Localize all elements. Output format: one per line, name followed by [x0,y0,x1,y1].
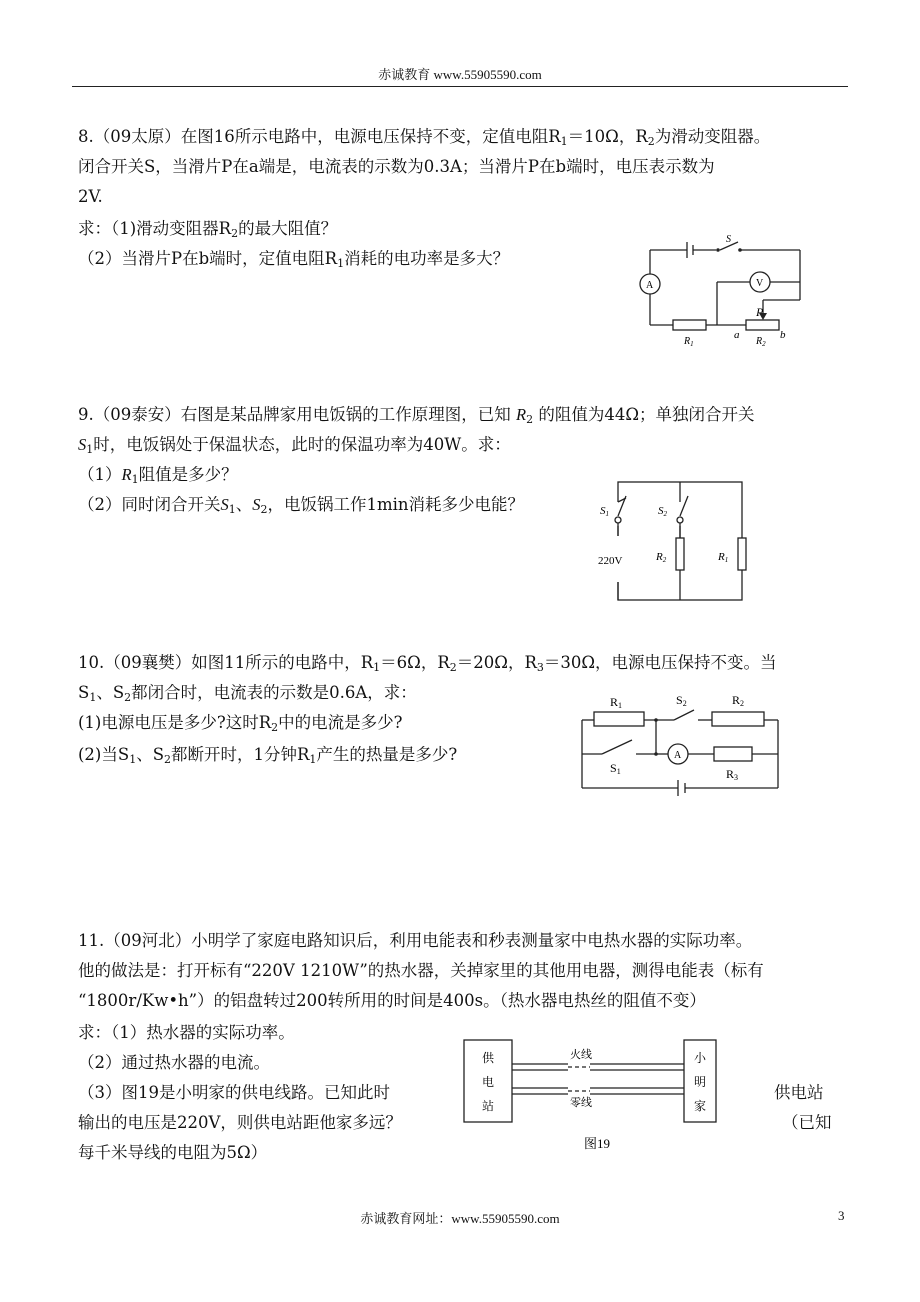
r2-label: R2 [732,693,745,708]
voltmeter-label: V [756,278,764,289]
q11-question-3-line2-tail: （已知 [782,1113,832,1132]
resistor-r1 [594,712,644,726]
q11-supply-line-figure [460,1034,720,1164]
r3-label: R3 [726,767,739,782]
figure-caption: 图19 [584,1136,611,1151]
page-header: 赤诚教育 www.55905590.com [378,67,542,82]
neutral-wire-label: 零线 [570,1097,592,1109]
end-b-label: b [780,329,786,341]
ammeter-label: A [674,750,682,761]
voltage-label: 220V [598,555,623,567]
q9-question-2: （2）同时闭合开关$S_1$、$S_2$，电饭锅工作1min消耗多少电能？ [78,495,525,516]
end-a-label: a [734,329,740,341]
q11-question-3-line2: 输出的电压是220V，则供电站距他家多远？ [78,1113,402,1132]
q8-line2: 闭合开关S，当滑片P在a端是，电流表的示数为0.3A；当滑片P在b端时，电压表示数为 [78,157,715,176]
q11-line1: 11.（09河北）小明学了家庭电路知识后，利用电能表和秒表测量家中电热水器的实际功率。 [78,931,753,950]
r1-label: $R_1$ [684,336,694,348]
q10-line1: 10.（09襄樊）如图11所示的电路中，$R_1=6\Omega$，$R_2=20\Omega$，$R_3=30\Omega$，电源电压保持不变。当 [78,653,777,674]
q8-line1: 8.（09太原）在图16所示电路中，电源电压保持不变，定值电阻$R_1=10\Omega$，$R_2$为滑动变阻器。 [78,127,771,148]
switch-label: S [726,234,731,245]
page-number: 3 [838,1208,845,1223]
q8-question-2: （2）当滑片P在b端时，定值电阻$R_1$消耗的电功率是多大？ [78,249,510,270]
station-char-1: 供 [482,1051,495,1065]
house-char-2: 明 [694,1075,707,1089]
r1-label: R1 [718,551,729,564]
ammeter-label: A [646,280,654,291]
station-char-2: 电 [482,1075,495,1089]
q11-question-1: 求：（1）热水器的实际功率。 [78,1023,295,1042]
resistor-r2 [712,712,764,726]
station-char-3: 站 [482,1099,495,1113]
q11-question-3-tail: 供电站 [774,1083,824,1102]
s1-label: S1 [610,761,621,776]
r2-label: R2 [656,551,667,564]
q9-line1: 9.（09泰安）右图是某品牌家用电饭锅的工作原理图，已知 $R_2$ 的阻值为44Ω；单独闭合开关 [78,405,755,426]
q8-line3: 2V. [78,187,103,206]
q11-question-3: （3）图19是小明家的供电线路。已知此时 [78,1083,390,1102]
q10-question-2: (2)当$S_1$、$S_2$都断开时，1分钟$R_1$产生的热量是多少? [78,745,458,766]
resistor-r2 [746,320,779,330]
resistor-r1 [673,320,706,330]
q10-line2: $S_1$、$S_2$都闭合时，电流表的示数是0.6A，求： [78,683,417,704]
q8-question-1: 求：（1)滑动变阻器$R_2$的最大阻值？ [78,219,338,240]
s1-label: S1 [600,505,609,518]
q11-question-3-line3: 每千米导线的电阻为5Ω） [78,1143,268,1162]
q9-question-1: $(1)R_1$阻值是多少？ [78,465,238,486]
page-footer: 赤诚教育网址：www.55905590.com [360,1211,560,1226]
r1-label: R1 [610,695,623,710]
s2-label: S2 [676,693,687,708]
q11-line2: 他的做法是：打开标有“220V 1210W”的热水器，关掉家里的其他用电器，测得电能表（标有 [78,961,764,980]
r2-label: $R_2$ [756,336,766,348]
resistor-r3 [714,747,752,761]
q11-line3: “1800r/Kw•h”）的铝盘转过200转所用的时间是400s。（热水器电热丝的阻值不变） [78,991,706,1010]
live-wire-label: 火线 [570,1049,592,1061]
house-char-1: 小 [694,1051,707,1065]
house-char-3: 家 [694,1099,707,1113]
q11-question-2: （2）通过热水器的电流。 [78,1053,270,1072]
q8-circuit-figure [630,232,810,352]
q9-line2: $S_1$时，电饭锅处于保温状态，此时的保温功率为40W。求： [78,435,511,456]
q10-question-1: (1)电源电压是多少?这时$R_2$中的电流是多少? [78,713,403,734]
slider-label: P [756,305,764,319]
s2-label: S2 [658,505,667,518]
s2-blade [674,710,694,720]
header-rule [72,86,848,87]
q9-circuit-figure [592,474,756,608]
s1-blade [602,740,632,754]
q10-circuit-figure [574,684,786,796]
